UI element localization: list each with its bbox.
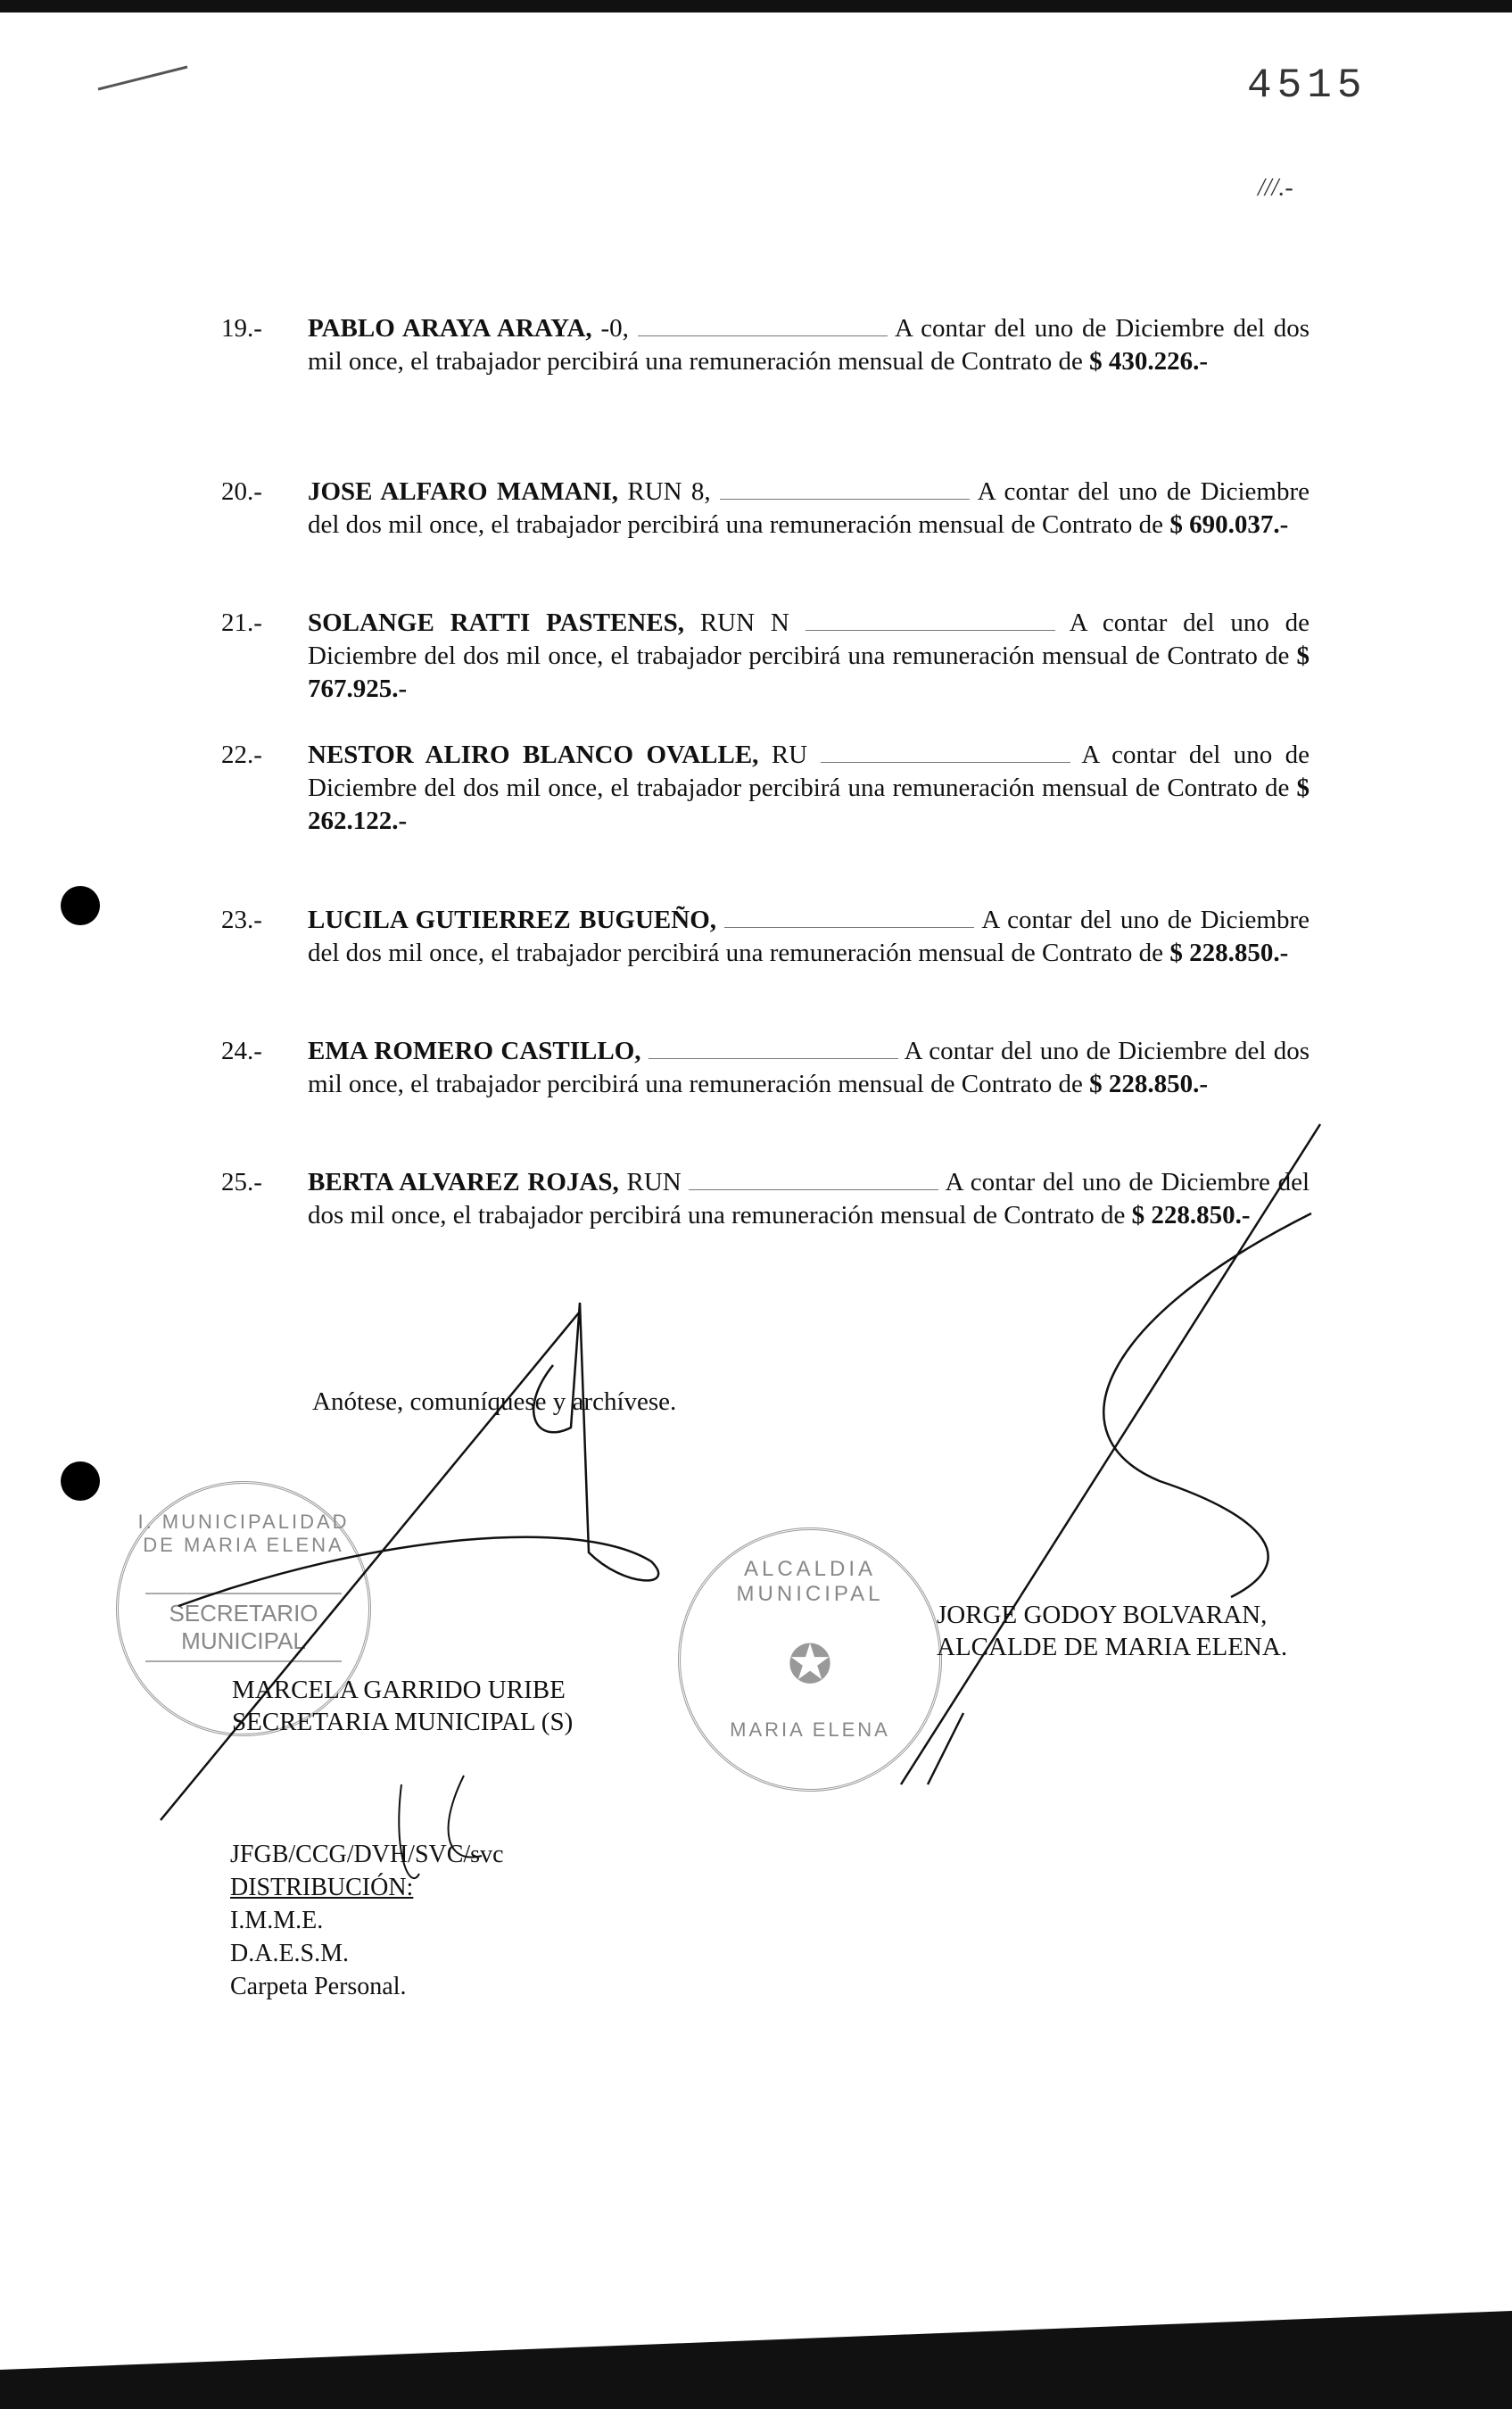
- recipient: D.A.E.S.M.: [230, 1940, 350, 1967]
- coat-of-arms-icon: ✪: [787, 1635, 833, 1694]
- employee-name: EMA ROMERO CASTILLO,: [308, 1037, 641, 1065]
- salary-amount: $ 430.226.-: [1089, 347, 1209, 376]
- salary-amount: $ 228.850.-: [1131, 1201, 1251, 1229]
- stamp-center-text: SECRETARIO MUNICIPAL: [145, 1593, 342, 1662]
- employee-name: SOLANGE RATTI PASTENES,: [308, 608, 685, 637]
- closing-text: Anótese, comuníquese y archívese.: [312, 1387, 677, 1416]
- signatory-title: SECRETARIA MUNICIPAL (S): [232, 1708, 574, 1736]
- entry-number: 23.-: [221, 906, 262, 934]
- recipient: I.M.M.E.: [230, 1907, 324, 1934]
- entry-text: A contar del uno de Diciembre del dos mil once, el trabajador percibirá una remuneración mensual de Contrato de: [308, 477, 1310, 539]
- salary-amount: $ 228.850.-: [1169, 939, 1289, 967]
- entry-number: 25.-: [221, 1168, 262, 1196]
- entry-number: 24.-: [221, 1037, 262, 1065]
- signatory-title: ALCALDE DE MARIA ELENA.: [937, 1633, 1288, 1661]
- salary-amount: $ 228.850.-: [1089, 1070, 1209, 1098]
- id-fragment: RUN: [626, 1168, 682, 1196]
- signatory-name: JORGE GODOY BOLVARAN,: [937, 1601, 1268, 1629]
- id-fragment: RU: [771, 741, 808, 769]
- corner-mark: [98, 67, 187, 89]
- id-fragment: RUN N: [699, 608, 789, 637]
- id-fragment: -0,: [600, 314, 629, 343]
- page-number: 4515: [1247, 62, 1367, 109]
- signature-left: [161, 1303, 658, 1820]
- signature-right: [901, 1124, 1320, 1784]
- entry-number: 21.-: [221, 608, 262, 637]
- stamp-ring-text: ALCALDIA MUNICIPAL: [736, 1557, 884, 1606]
- employee-name: PABLO ARAYA ARAYA,: [308, 314, 592, 343]
- continuation-mark: ///.-: [1258, 174, 1293, 202]
- entry-text: A contar del uno de Diciembre del dos mil once, el trabajador percibirá una remuneración mensual de Contrato de: [308, 1168, 1310, 1229]
- salary-amount: $ 690.037.-: [1169, 510, 1289, 539]
- entry-number: 22.-: [221, 741, 262, 769]
- signatory-name: MARCELA GARRIDO URIBE: [232, 1676, 566, 1704]
- entry-number: 19.-: [221, 314, 262, 343]
- employee-name: BERTA ALVAREZ ROJAS,: [308, 1168, 619, 1196]
- salary-amount: $ 262.122.-: [308, 774, 1310, 835]
- stamp-bottom-text: MARIA ELENA: [730, 1718, 890, 1741]
- entry-text: A contar del uno de Diciembre del dos mil once, el trabajador percibirá una remuneración mensual de Contrato de: [308, 906, 1310, 967]
- stamp-ring-text: I. MUNICIPALIDAD DE MARIA ELENA: [137, 1511, 350, 1556]
- distribution-label: DISTRIBUCIÓN:: [230, 1874, 414, 1901]
- entry-text: A contar del uno de Diciembre del dos mil once, el trabajador percibirá una remuneración mensual de Contrato de: [308, 741, 1310, 802]
- initials: JFGB/CCG/DVH/SVC/svc: [230, 1841, 504, 1868]
- initials-mark: [399, 1776, 482, 1878]
- employee-name: NESTOR ALIRO BLANCO OVALLE,: [308, 741, 759, 769]
- employee-name: JOSE ALFARO MAMANI,: [308, 477, 619, 506]
- employee-name: LUCILA GUTIERREZ BUGUEÑO,: [308, 906, 717, 934]
- entry-number: 20.-: [221, 477, 262, 506]
- entry-text: A contar del uno de Diciembre del dos mil once, el trabajador percibirá una remuneración mensual de Contrato de: [308, 608, 1310, 670]
- entry-text: A contar del uno de Diciembre del dos mil once, el trabajador percibirá una remuneración mensual de Contrato de: [308, 314, 1310, 376]
- id-fragment: RUN 8,: [627, 477, 711, 506]
- entry-text: A contar del uno de Diciembre del dos mil once, el trabajador percibirá una remuneración mensual de Contrato de: [308, 1037, 1310, 1098]
- recipient: Carpeta Personal.: [230, 1973, 407, 2000]
- salary-amount: $ 767.925.-: [308, 642, 1310, 703]
